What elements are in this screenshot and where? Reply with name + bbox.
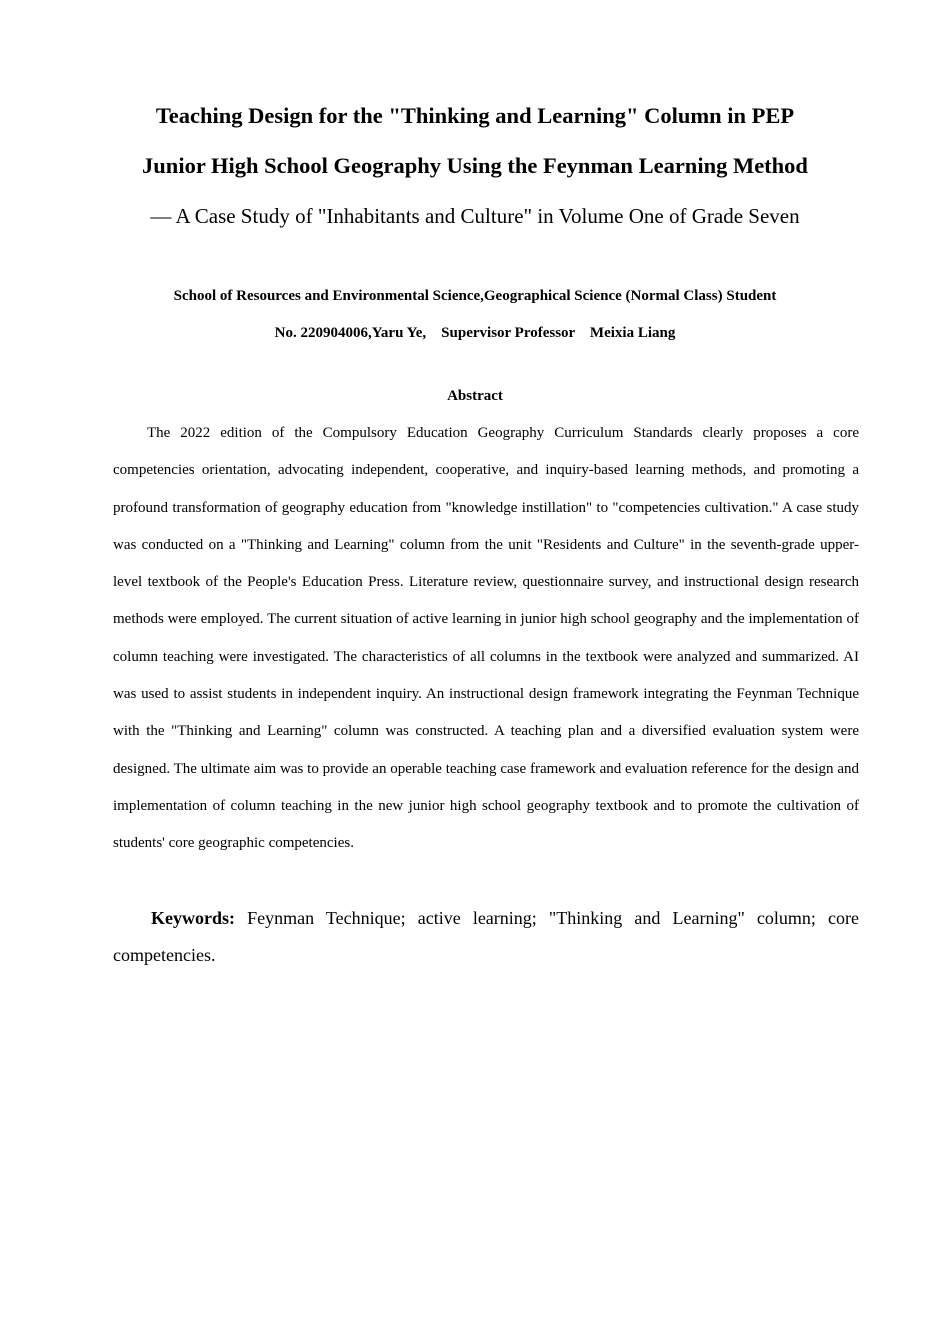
abstract-heading: Abstract [447, 388, 503, 404]
paper-title-line-1: Teaching Design for the "Thinking and Learning" Column in PEP [155, 103, 795, 128]
paper-subtitle: — A Case Study of "Inhabitants and Culture" in Volume One of Grade Seven [150, 204, 800, 228]
keywords-text: Feynman Technique; active learning; "Thinking and Learning" column; core competencies. [113, 908, 860, 965]
abstract-body: The 2022 edition of the Compulsory Education Geography Curriculum Standards clearly proposes a core competencies orientation, advocating independent, cooperative, and inquiry-based learning methods, and promoting a profound transformation of geography education from "knowledge instillation" to "competencies cultivation." A case study was conducted on a "Thinking and Learning" column from the unit "Residents and Culture" in the seventh-grade upper-level textbook of the People's Education Press. Literature review, questionnaire survey, and instructional design research methods were employed. The current situation of active learning in junior high school geography and the implementation of column teaching were investigated. The characteristics of all columns in the textbook were analyzed and summarized. AI was used to assist students in independent inquiry. An instructional design framework integrating the Feynman Technique with the "Thinking and Learning" column was constructed. A teaching plan and a diversified evaluation system were designed. The ultimate aim was to provide an operable teaching case framework and evaluation reference for the design and implementation of column teaching in the new junior high school geography textbook and to promote the cultivation of students' core geographic competencies. [113, 425, 859, 852]
affiliation-line-2: No. 220904006,Yaru Ye, Supervisor Professor Meixia Liang [274, 325, 676, 341]
keywords-paragraph [113, 900, 859, 974]
keywords-label: Keywords: [151, 908, 235, 928]
paper-title-line-2: Junior High School Geography Using the Feynman Learning Method [142, 153, 808, 178]
affiliation-line-1: School of Resources and Environmental Science,Geographical Science (Normal Class) Student [173, 288, 777, 304]
